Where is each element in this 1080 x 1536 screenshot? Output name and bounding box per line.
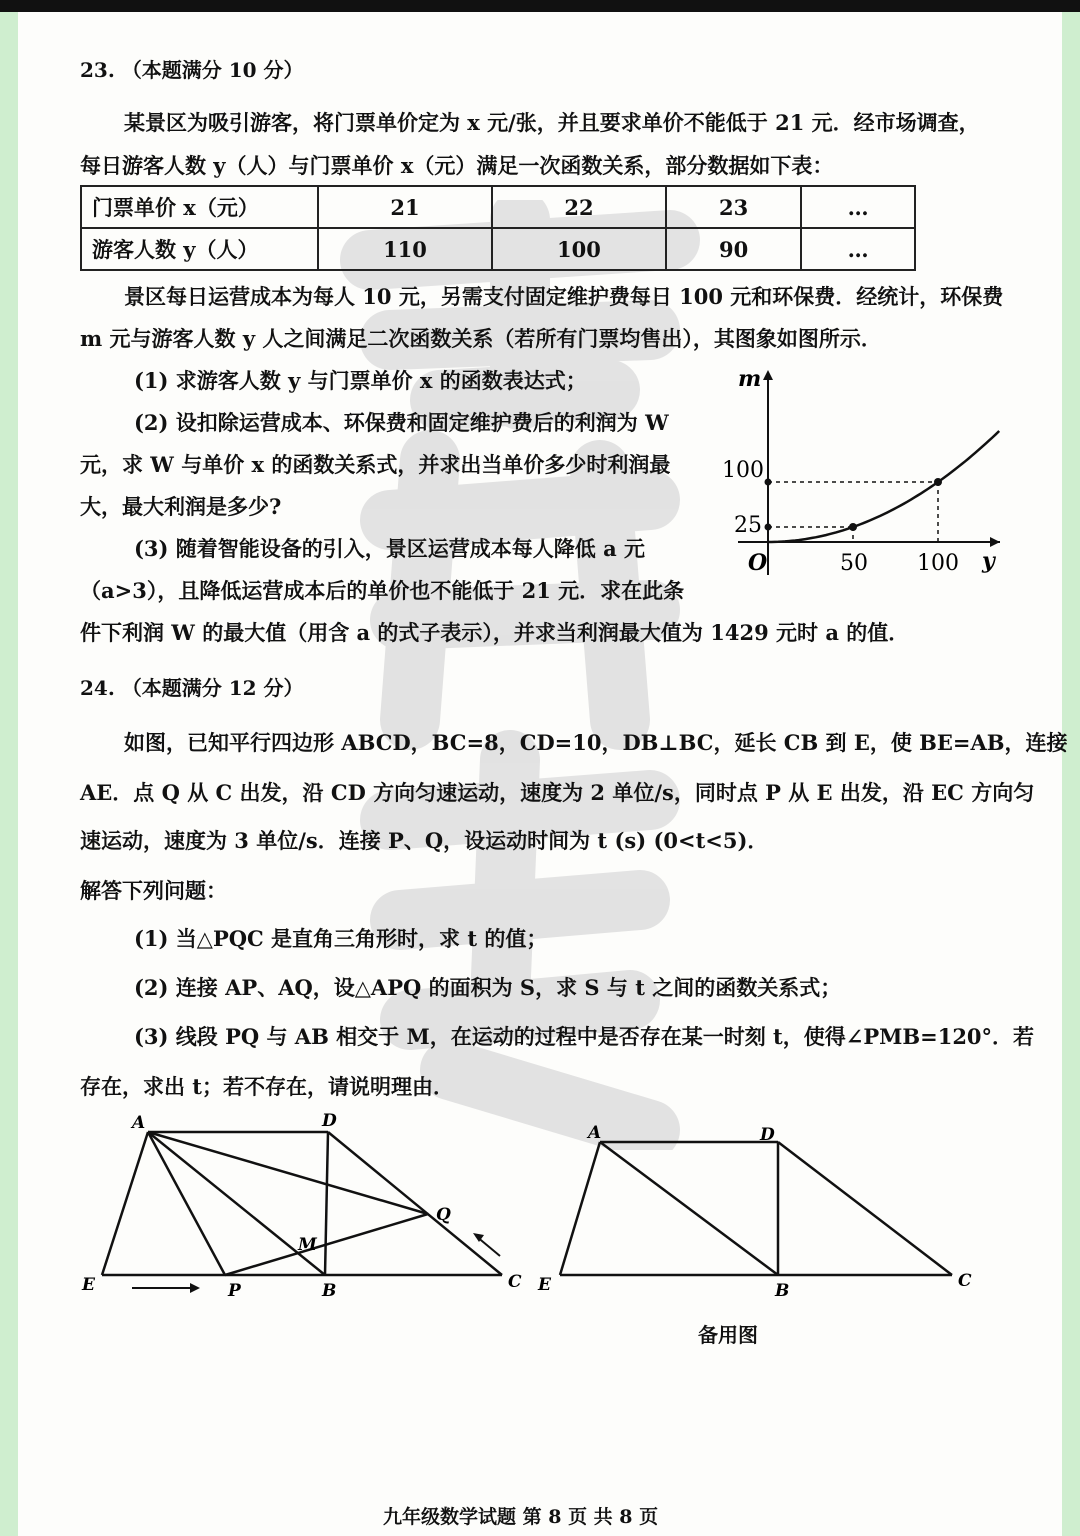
table-cell: 21	[318, 186, 492, 228]
q23-sub3-line1: (3) 随着智能设备的引入，景区运营成本每人降低 a 元	[134, 536, 646, 561]
table-row	[81, 228, 915, 270]
y-axis-label: m	[738, 366, 762, 392]
q24-main-figure	[70, 1110, 540, 1310]
q23-data-table	[80, 185, 916, 271]
q24-sub2: (2) 连接 AP、AQ，设△APQ 的面积为 S，求 S 与 t 之间的函数关系式；	[134, 975, 842, 1000]
table-cell: 110	[318, 228, 492, 270]
point-label-P: P	[228, 1281, 241, 1301]
point-label-A: A	[132, 1113, 146, 1133]
tick-label: 50	[840, 551, 868, 576]
table-row	[81, 186, 915, 228]
point-label-C: C	[958, 1271, 972, 1291]
segment-DC	[328, 1132, 502, 1275]
point-label-B: B	[322, 1281, 337, 1301]
x-axis-label: y	[982, 548, 995, 574]
point-label-B: B	[775, 1281, 790, 1301]
table-cell: 门票单价 x（元）	[81, 186, 318, 228]
segment-AE	[102, 1132, 148, 1275]
point-label-Q: Q	[436, 1205, 451, 1225]
parabola-curve	[768, 431, 999, 542]
axis-tick-point	[765, 479, 772, 486]
top-dark-bar	[0, 0, 1080, 12]
segment-DC	[778, 1142, 952, 1275]
point-label-E: E	[82, 1275, 95, 1295]
table-cell: 22	[492, 186, 666, 228]
q23-para2-line1: 景区每日运营成本为每人 10 元，另需支付固定维护费每日 100 元和环保费．经统计，环保费	[124, 284, 1004, 309]
table-cell: 23	[666, 186, 801, 228]
marked-point	[849, 523, 857, 531]
point-label-C: C	[508, 1272, 522, 1292]
motion-arrowhead-P	[190, 1283, 200, 1293]
q24-sub1: (1) 当△PQC 是直角三角形时，求 t 的值；	[134, 926, 548, 951]
segment-AE	[560, 1142, 600, 1275]
segment-AQ	[148, 1132, 428, 1214]
y-axis-arrow	[763, 370, 773, 380]
tick-label: 100	[722, 458, 764, 483]
segment-AB	[600, 1142, 778, 1275]
q24-para-line1: 如图，已知平行四边形 ABCD，BC=8，CD=10，DB⊥BC，延长 CB 到 E，使 BE=AB，连接	[124, 730, 1068, 755]
tick-label: 100	[917, 551, 959, 576]
q24-instructions: 解答下列问题：	[80, 878, 227, 903]
point-label-D: D	[322, 1111, 337, 1131]
q23-sub2-line3: 大，最大利润是多少?	[80, 494, 282, 519]
segment-DB	[325, 1132, 328, 1275]
q23-sub1: (1) 求游客人数 y 与门票单价 x 的函数表达式；	[134, 368, 587, 393]
segment-AP	[148, 1132, 225, 1275]
q23-heading: 23. （本题满分 10 分）	[80, 58, 304, 82]
spare-figure-caption: 备用图	[698, 1323, 758, 1347]
q23-sub2-line2: 元，求 W 与单价 x 的函数关系式，并求出当单价多少时利润最	[80, 452, 671, 477]
marked-point	[934, 478, 942, 486]
q23-sub2-line1: (2) 设扣除运营成本、环保费和固定维护费后的利润为 W	[134, 410, 669, 435]
q24-para-line2: AE．点 Q 从 C 出发，沿 CD 方向匀速运动，速度为 2 单位/s，同时点 P 从 E 出发，沿 EC 方向匀	[80, 780, 1035, 805]
axis-tick-point	[765, 524, 772, 531]
q24-spare-figure	[530, 1115, 990, 1305]
point-label-D: D	[760, 1125, 775, 1145]
page-footer: 九年级数学试题 第 8 页 共 8 页	[383, 1506, 659, 1528]
q23-sub3-line2: （a>3），且降低运营成本后的单价也不能低于 21 元．求在此条	[80, 578, 685, 603]
point-label-A: A	[588, 1123, 602, 1143]
q23-intro-line1: 某景区为吸引游客，将门票单价定为 x 元/张，并且要求单价不能低于 21 元．经市场调查，	[124, 110, 980, 135]
point-label-E: E	[538, 1275, 551, 1295]
table-cell: …	[801, 228, 915, 270]
table-cell: 90	[666, 228, 801, 270]
q24-sub3-line2: 存在，求出 t；若不存在，请说明理由．	[80, 1074, 455, 1099]
q24-sub3-line1: (3) 线段 PQ 与 AB 相交于 M，在运动的过程中是否存在某一时刻 t，使得∠PMB=120°．若	[134, 1024, 1035, 1049]
x-axis-arrow	[990, 537, 1000, 547]
tick-label: 25	[734, 513, 762, 538]
q23-quadratic-graph	[700, 360, 1020, 590]
q23-intro-line2: 每日游客人数 y（人）与门票单价 x（元）满足一次函数关系，部分数据如下表：	[80, 153, 834, 178]
table-cell: 游客人数 y（人）	[81, 228, 318, 270]
q23-sub3-line3: 件下利润 W 的最大值（用含 a 的式子表示），并求当利润最大值为 1429 元时 a 的值．	[80, 620, 910, 645]
point-label-M: M	[298, 1235, 317, 1255]
q23-para2-line2: m 元与游客人数 y 人之间满足二次函数关系（若所有门票均售出），其图象如图所示．	[80, 326, 882, 351]
table-cell: 100	[492, 228, 666, 270]
q24-para-line3: 速运动，速度为 3 单位/s．连接 P、Q，设运动时间为 t (s) (0<t<5)．	[80, 828, 769, 853]
table-cell: …	[801, 186, 915, 228]
q24-heading: 24. （本题满分 12 分）	[80, 676, 304, 700]
origin-label: O	[748, 550, 768, 576]
